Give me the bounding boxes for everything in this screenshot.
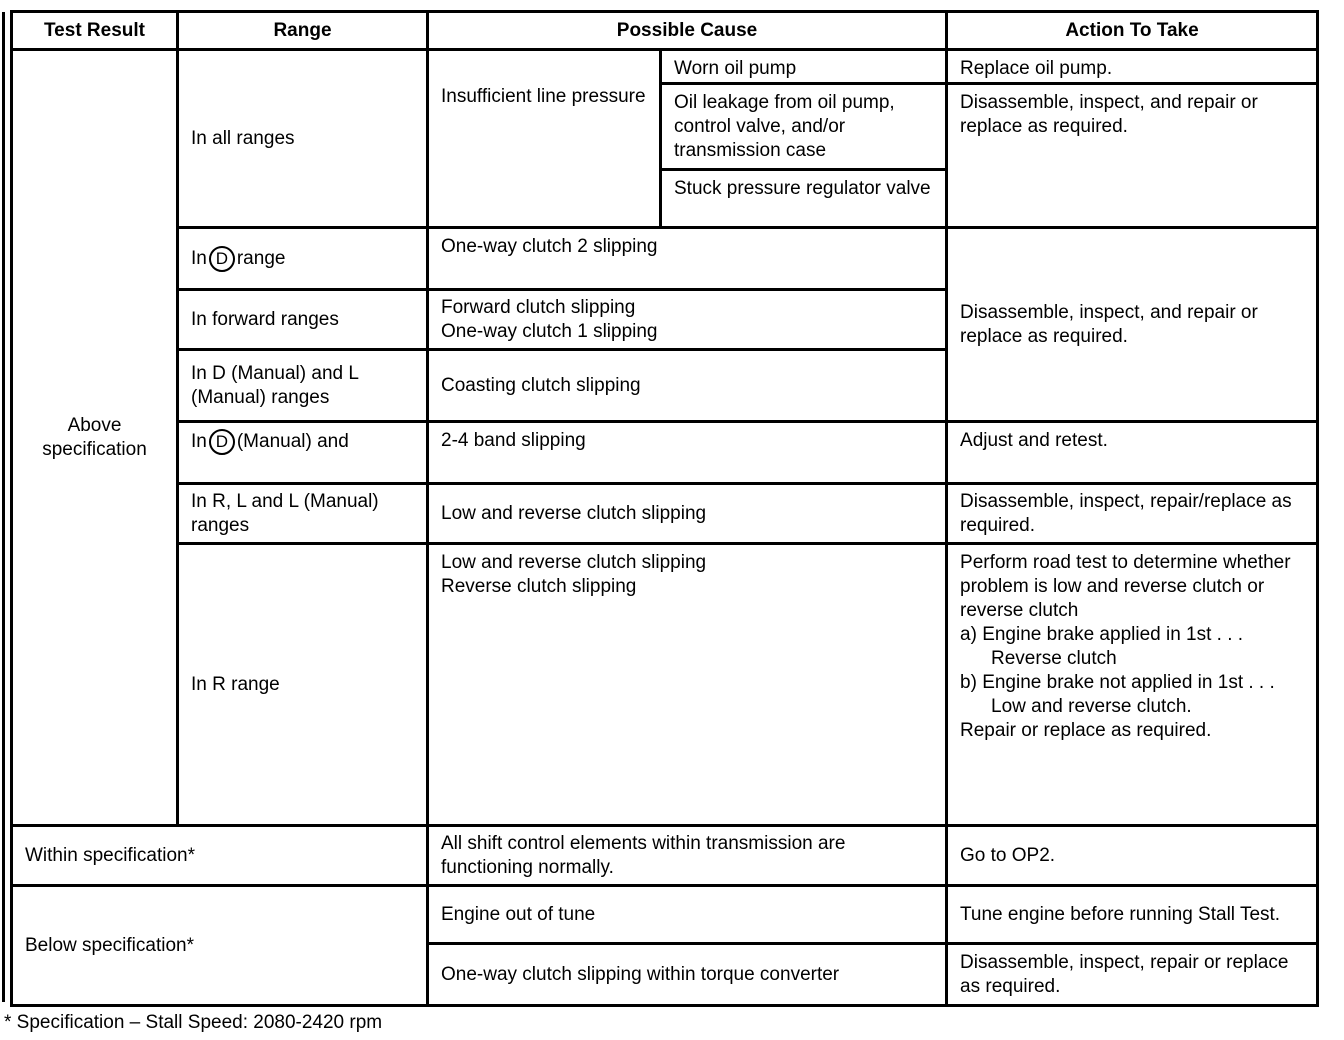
cause-coasting-clutch: Coasting clutch slipping [428,350,947,422]
action-rl: Disassemble, inspect, repair/replace as required. [947,484,1318,544]
cause-forward-line1: Forward clutch slipping [441,296,636,318]
range-d-manual-prefix: In [191,431,207,453]
footnote: * Specification – Stall Speed: 2080-2420 rpm [4,1012,383,1033]
d-circle-icon: D [209,246,235,272]
range-d-suffix: range [236,247,286,269]
cause-oil-leakage: Oil leakage from oil pump, control valve, and/or transmission case [661,84,947,170]
above-label-line2: specification [42,438,147,460]
action-adjust-retest: Adjust and retest. [947,422,1318,484]
cause-low-reverse-rl: Low and reverse clutch slipping [428,484,947,544]
cause-r-line2: Reverse clutch slipping [441,576,637,597]
d-circle-icon: D [209,429,235,455]
range-d-manual-suffix: (Manual) and [236,431,349,453]
table-row [12,544,1318,826]
header-possible-cause: Possible Cause [428,12,947,50]
range-r: In R range [178,544,428,826]
header-action: Action To Take [947,12,1318,50]
action-replace-oil-pump: Replace oil pump. [947,50,1318,84]
table-row [12,50,1318,84]
range-all: In all ranges [178,50,428,228]
diagnosis-table [10,10,1319,1007]
cause-2-4-band: 2-4 band slipping [428,422,947,484]
action-within: Go to OP2. [947,826,1318,886]
cause-within: All shift control elements within transmission are functioning normally. [428,826,947,886]
table-row [12,484,1318,544]
action-r-intro: Perform road test to determine whether problem is low and reverse clutch or reverse clutch [960,552,1291,621]
cause-one-way-clutch-2: One-way clutch 2 slipping [428,228,947,290]
table-row [12,422,1318,484]
cause-engine-tune: Engine out of tune [428,886,947,944]
cause-torque-converter: One-way clutch slipping within torque converter [428,944,947,1006]
cause-forward-clutch [428,290,947,350]
action-torque-converter: Disassemble, inspect, repair or replace as required. [947,944,1318,1006]
header-row [12,12,1318,50]
range-d-manual [178,422,428,484]
action-r-step-a: a) Engine brake applied in 1st . . . Reverse clutch [960,624,1244,669]
table-row [12,826,1318,886]
header-test-result: Test Result [12,12,178,50]
cause-r-line1: Low and reverse clutch slipping [441,552,707,573]
cause-stuck-regulator: Stuck pressure regulator valve [661,170,947,228]
table-row [12,228,1318,290]
cause-worn-oil-pump: Worn oil pump [661,50,947,84]
action-disassemble-all-ranges: Disassemble, inspect, and repair or replace as required. [947,84,1318,228]
action-r-steps [960,623,1304,719]
action-disassemble-merged: Disassemble, inspect, and repair or replace as required. [947,228,1318,422]
test-result-above [12,50,178,826]
cause-r [428,544,947,826]
table-row [12,886,1318,944]
range-rl: In R, L and L (Manual) ranges [178,484,428,544]
action-r-step-b: b) Engine brake not applied in 1st . . . Low and reverse clutch. [960,672,1275,717]
action-r-outro: Repair or replace as required. [960,720,1212,741]
range-d [178,228,428,290]
test-result-below: Below specification* [12,886,428,1006]
test-result-within: Within specification* [12,826,428,886]
range-forward: In forward ranges [178,290,428,350]
range-manual: In D (Manual) and L (Manual) ranges [178,350,428,422]
action-tune-engine: Tune engine before running Stall Test. [947,886,1318,944]
above-label-line1: Above [67,414,122,436]
action-r [947,544,1318,826]
range-d-prefix: In [191,247,207,269]
left-edge-mark [2,12,5,1002]
header-range: Range [178,12,428,50]
cause-forward-line2: One-way clutch 1 slipping [441,320,658,342]
cause-insufficient-line-pressure: Insufficient line pressure [428,50,661,228]
